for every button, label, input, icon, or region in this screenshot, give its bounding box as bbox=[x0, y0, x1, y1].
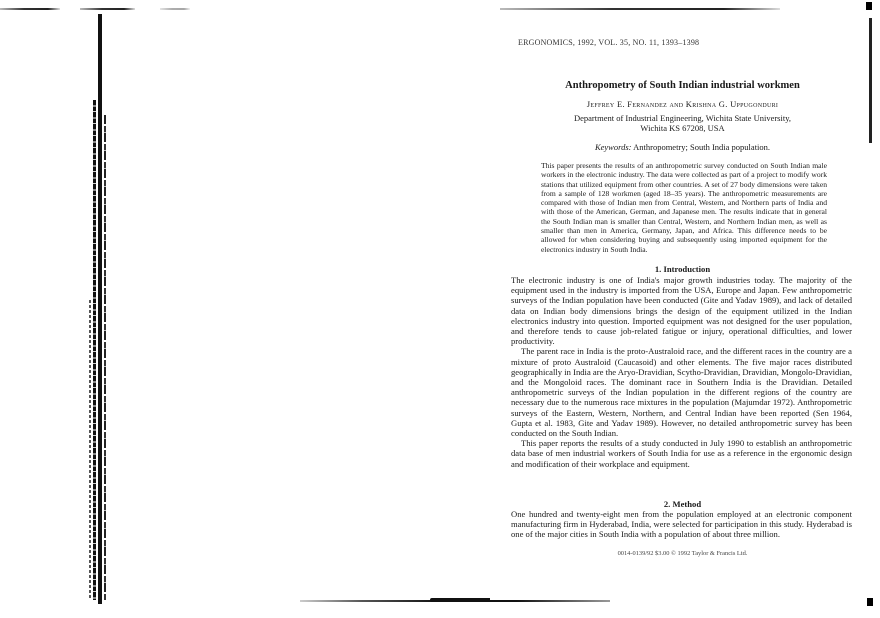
affiliation-line: Department of Industrial Engineering, Wichita State University, bbox=[573, 113, 792, 123]
article-authors: Jeffrey E. Fernandez and Krishna G. Uppugonduri bbox=[586, 99, 779, 109]
book-spine-shadow bbox=[104, 115, 106, 600]
article-title: Anthropometry of South Indian industrial workmen bbox=[565, 80, 800, 91]
journal-citation: ERGONOMICS, 1992, VOL. 35, NO. 11, 1393–1398 bbox=[518, 38, 700, 47]
book-spine-shadow bbox=[98, 14, 102, 604]
scan-corner-mark bbox=[866, 2, 872, 10]
section-heading-introduction: 1. Introduction bbox=[654, 264, 711, 274]
section-body-method bbox=[511, 509, 852, 540]
scan-edge-line bbox=[500, 8, 780, 10]
book-spine-shadow bbox=[93, 100, 96, 600]
paragraph: The parent race in India is the proto-Australoid race, and the different races in the country are a mixture of proto Australoid (Caucasoid) and other elements. The five major races distributed geographically in India are the Aryo-Dravidian, Scytho-Dravidian, Dravidian, Mongolo-Dravidian, and the Mongoloid races. The dominant race in Southern India is the Dravidian. Detailed anthropometric surveys of the Indian population in the different regions of the country are necessary due to the numerous race mixtures in the population (Majumdar 1972). Anthropometric surveys of the Eastern, Western, Northern, and Central Indian have been reported (Sen 1964, Gupta et al. 1983, Gite and Yadav 1989). However, no detailed anthropometric survey has been conducted on the South Indian. bbox=[511, 346, 852, 439]
keywords bbox=[510, 142, 855, 152]
scan-corner-mark bbox=[867, 598, 873, 606]
scan-edge-line bbox=[0, 8, 60, 10]
book-spine-shadow bbox=[89, 300, 91, 600]
abstract: This paper presents the results of an anthropometric survey conducted on South Indian male workers in the electronic industry. The data were collected as part of a project to modify work stations that utilized equipment from other countries. A set of 27 body dimensions were taken from a sample of 128 workmen (aged 18–35 years). The anthropometric measurements are compared with those of Indian men from Central, Western, and Northern parts of India and with those of the American, German, and Japanese men. The results indicate that in general the South Indian man is smaller than Central, Western, and Northern Indian men, as well as smaller than men in America, Germany, Japan, and Africa. This difference needs to be allowed for when considering buying and subsequently using imported equipment for the electronics industry in South India. bbox=[541, 161, 827, 254]
scan-edge-line bbox=[160, 8, 190, 10]
author-affiliation bbox=[510, 113, 855, 133]
paragraph: The electronic industry is one of India's major growth industries today. The majority of the equipment used in the industry is imported from the USA, Europe and Japan. Few anthropometric surveys of the Indian population have been conducted (Gite and Yadav 1989), and lack of detailed data on Indian body dimensions brings the design of the equipment utilized in the Indian electronics industry into question. Imported equipment was not designed for the user population, and therefore tends to cause job-related fatigue or injury, operational difficulties, and lower productivity. bbox=[511, 275, 852, 347]
paragraph: This paper reports the results of a study conducted in July 1990 to establish an anthropometric data base of men industrial workers of South India for use as a reference in the ergonomic design and modification of their workplace and equipment. bbox=[511, 438, 852, 469]
page-edge-shadow bbox=[869, 18, 872, 143]
section-heading-method: 2. Method bbox=[663, 499, 702, 509]
affiliation-line: Wichita KS 67208, USA bbox=[640, 123, 725, 133]
scan-edge-line bbox=[80, 8, 135, 10]
keywords-text: Anthropometry; South India population. bbox=[633, 142, 771, 152]
section-body-introduction bbox=[511, 275, 852, 469]
scan-edge-line bbox=[430, 598, 490, 602]
copyright-footer: 0014-0139/92 $3.00 © 1992 Taylor & Francis Ltd. bbox=[617, 550, 748, 557]
keywords-label: Keywords: bbox=[594, 142, 632, 152]
paragraph: One hundred and twenty-eight men from the population employed at an electronic component manufacturing firm in Hyderabad, India, were selected for participation in this study. Hyderabad is one of the major cities in South India with a population of about three million. bbox=[511, 509, 852, 540]
